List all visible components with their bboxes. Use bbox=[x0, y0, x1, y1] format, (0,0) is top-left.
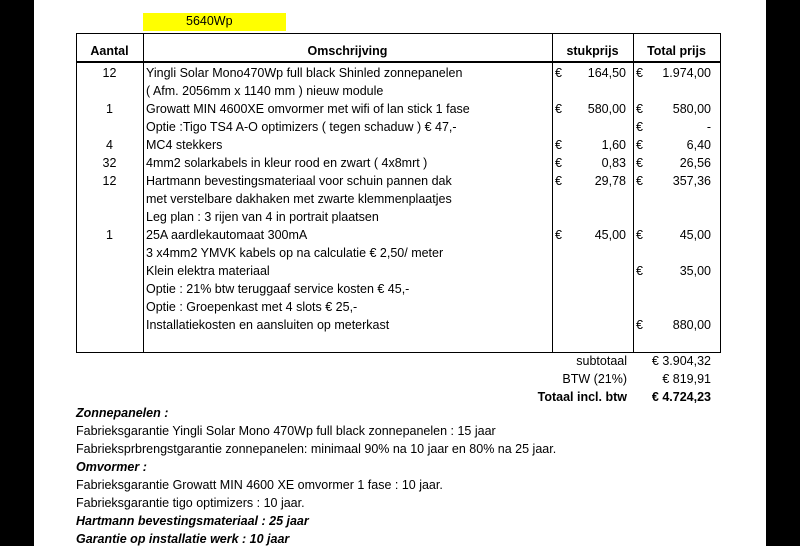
column-header-omschrijving: Omschrijving bbox=[307, 44, 388, 58]
row-unit-currency: € bbox=[555, 228, 562, 242]
note-heading: Omvormer : bbox=[76, 460, 147, 474]
column-header-aantal: Aantal bbox=[90, 44, 129, 58]
row-description: Optie : 21% btw teruggaaf service kosten € 45,- bbox=[146, 282, 410, 296]
btw-label: BTW (21%) bbox=[562, 372, 627, 386]
row-unit-currency: € bbox=[555, 138, 562, 152]
note-line: Fabrieksgarantie tigo optimizers : 10 jaar. bbox=[76, 496, 305, 510]
row-total-price: 357,36 bbox=[672, 174, 711, 188]
row-quantity: 32 bbox=[102, 156, 117, 170]
row-description: 3 x4mm2 YMVK kabels op na calculatie € 2,50/ meter bbox=[146, 246, 444, 260]
subtotal-label: subtotaal bbox=[576, 354, 627, 368]
column-header-totaal: Total prijs bbox=[647, 44, 706, 58]
row-total-price: - bbox=[706, 120, 711, 134]
row-total-currency: € bbox=[636, 66, 643, 80]
capacity-badge bbox=[143, 13, 286, 31]
row-unit-price: 45,00 bbox=[594, 228, 626, 242]
note-line: Fabrieksprbrengstgarantie zonnepanelen: minimaal 90% na 10 jaar en 80% na 25 jaar. bbox=[76, 442, 557, 456]
row-total-price: 35,00 bbox=[679, 264, 711, 278]
row-total-price: 1.974,00 bbox=[662, 66, 711, 80]
row-description: Klein elektra materiaal bbox=[146, 264, 270, 278]
row-unit-price: 1,60 bbox=[601, 138, 626, 152]
row-total-price: 880,00 bbox=[672, 318, 711, 332]
row-description: Leg plan : 3 rijen van 4 in portrait plaatsen bbox=[146, 210, 379, 224]
right-letterbox bbox=[766, 0, 800, 546]
row-total-price: 6,40 bbox=[686, 138, 711, 152]
column-divider bbox=[552, 33, 553, 353]
row-quantity: 12 bbox=[102, 66, 117, 80]
row-total-currency: € bbox=[636, 138, 643, 152]
row-total-currency: € bbox=[636, 102, 643, 116]
row-quantity: 1 bbox=[106, 228, 113, 242]
row-total-currency: € bbox=[636, 120, 643, 134]
row-total-price: 26,56 bbox=[679, 156, 711, 170]
capacity-badge-text: 5640Wp bbox=[186, 14, 233, 28]
row-total-currency: € bbox=[636, 264, 643, 278]
row-unit-currency: € bbox=[555, 102, 562, 116]
header-divider bbox=[76, 61, 720, 63]
column-divider bbox=[633, 33, 634, 353]
column-header-stukprijs: stukprijs bbox=[566, 44, 619, 58]
row-total-currency: € bbox=[636, 174, 643, 188]
column-divider bbox=[143, 33, 144, 353]
row-total-price: 45,00 bbox=[679, 228, 711, 242]
row-description: Optie : Groepenkast met 4 slots € 25,- bbox=[146, 300, 358, 314]
btw-value: € 819,91 bbox=[662, 372, 711, 386]
row-description: Optie :Tigo TS4 A-O optimizers ( tegen schaduw ) € 47,- bbox=[146, 120, 457, 134]
row-unit-price: 29,78 bbox=[594, 174, 626, 188]
row-description: met verstelbare dakhaken met zwarte klemmenplaatjes bbox=[146, 192, 452, 206]
row-total-currency: € bbox=[636, 156, 643, 170]
row-unit-price: 0,83 bbox=[601, 156, 626, 170]
row-description: Growatt MIN 4600XE omvormer met wifi of lan stick 1 fase bbox=[146, 102, 470, 116]
total-label: Totaal incl. btw bbox=[537, 390, 627, 404]
subtotal-value: € 3.904,32 bbox=[651, 354, 711, 368]
row-unit-currency: € bbox=[555, 174, 562, 188]
row-description: Installatiekosten en aansluiten op meterkast bbox=[146, 318, 390, 332]
note-heading: Garantie op installatie werk : 10 jaar bbox=[76, 532, 290, 546]
left-letterbox bbox=[0, 0, 34, 546]
note-heading: Hartmann bevestingsmateriaal : 25 jaar bbox=[76, 514, 309, 528]
row-description: Yingli Solar Mono470Wp full black Shinled zonnepanelen bbox=[146, 66, 463, 80]
row-unit-currency: € bbox=[555, 156, 562, 170]
row-description: ( Afm. 2056mm x 1140 mm ) nieuw module bbox=[146, 84, 384, 98]
row-unit-price: 164,50 bbox=[587, 66, 626, 80]
row-unit-price: 580,00 bbox=[587, 102, 626, 116]
row-unit-currency: € bbox=[555, 66, 562, 80]
total-value: € 4.724,23 bbox=[651, 390, 711, 404]
row-quantity: 1 bbox=[106, 102, 113, 116]
row-description: 25A aardlekautomaat 300mA bbox=[146, 228, 308, 242]
row-total-price: 580,00 bbox=[672, 102, 711, 116]
row-quantity: 4 bbox=[106, 138, 113, 152]
row-description: 4mm2 solarkabels in kleur rood en zwart ( 4x8mrt ) bbox=[146, 156, 428, 170]
row-description: MC4 stekkers bbox=[146, 138, 223, 152]
row-quantity: 12 bbox=[102, 174, 117, 188]
note-line: Fabrieksgarantie Yingli Solar Mono 470Wp full black zonnepanelen : 15 jaar bbox=[76, 424, 496, 438]
row-description: Hartmann bevestingsmateriaal voor schuin pannen dak bbox=[146, 174, 452, 188]
row-total-currency: € bbox=[636, 228, 643, 242]
row-total-currency: € bbox=[636, 318, 643, 332]
note-heading: Zonnepanelen : bbox=[76, 406, 169, 420]
note-line: Fabrieksgarantie Growatt MIN 4600 XE omvormer 1 fase : 10 jaar. bbox=[76, 478, 443, 492]
